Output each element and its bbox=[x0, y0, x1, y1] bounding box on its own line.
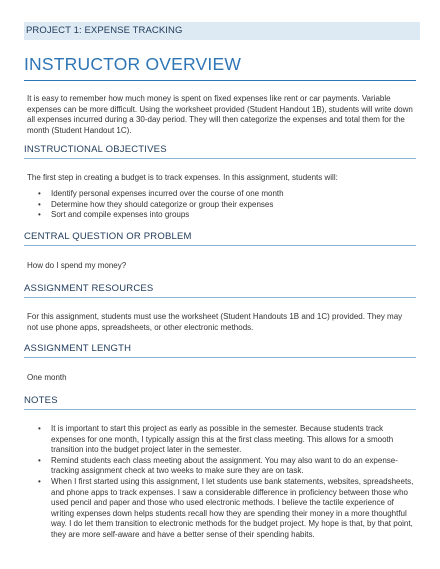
objectives-lead: The first step in creating a budget is to track expenses. In this assignment, students will: bbox=[27, 173, 338, 182]
bullet-icon: • bbox=[38, 455, 41, 465]
page-title: INSTRUCTOR OVERVIEW bbox=[24, 54, 242, 74]
bullet-icon: • bbox=[38, 424, 41, 433]
length-text: One month bbox=[27, 373, 67, 382]
central-question-text: How do I spend my money? bbox=[27, 261, 127, 270]
project-label: PROJECT 1: EXPENSE TRACKING bbox=[24, 22, 420, 40]
objectives-heading: INSTRUCTIONAL OBJECTIVES bbox=[24, 143, 416, 159]
bullet-icon: • bbox=[38, 189, 41, 198]
notes-heading: NOTES bbox=[24, 394, 416, 410]
resources-heading: ASSIGNMENT RESOURCES bbox=[24, 282, 416, 298]
list-item: • Sort and compile expenses into groups bbox=[38, 210, 190, 220]
resources-text: For this assignment, students must use the worksheet (Student Handouts 1B and 1C) provided. They may not use phone apps, spreadsheets, or other electronic methods. bbox=[27, 312, 403, 332]
list-item: • Determine how they should categorize or group their expenses bbox=[38, 199, 274, 209]
list-item: • Remind students each class meeting about the assignment. You may also want to do an expense-tracking assignment check at two weeks to make sure they are on task. bbox=[38, 455, 398, 476]
notes-list bbox=[38, 424, 414, 541]
list-item: • When I first started using this assignment, I let students use bank statements, websites, spreadsheets, and phone apps to track expenses. I saw a considerable difference in proficiency between those who used pencil and paper and those who used electronic methods. I believe the tactile experience of writing expenses down helps students recall how they are spending their money in a more thoughtful way. I do let them transition to electronic methods for the budget project. My hope is that, by that point, they are more self-aware and have a better sense of their spending habits. bbox=[38, 476, 414, 539]
list-item: • Identify personal expenses incurred over the course of one month bbox=[38, 189, 284, 198]
bullet-icon: • bbox=[38, 210, 41, 220]
central-question-heading: CENTRAL QUESTION OR PROBLEM bbox=[24, 230, 416, 246]
title-divider bbox=[24, 80, 416, 81]
bullet-icon: • bbox=[38, 476, 41, 486]
intro-paragraph: It is easy to remember how much money is spent on fixed expenses like rent or car payments. Variable expenses can be more difficult. Using the worksheet provided (Student Handout 1B), students will write down all expenses incurred during a 30-day period. They will then categorize the expenses and total them for the month (Student Handout 1C). bbox=[27, 94, 413, 135]
objectives-list bbox=[38, 189, 414, 221]
length-heading: ASSIGNMENT LENGTH bbox=[24, 342, 416, 358]
bullet-icon: • bbox=[38, 199, 41, 209]
list-item: • It is important to start this project as early as possible in the semester. Because students track expenses for one month, I typically assign this at the first class meeting. This allows for a smooth transition into the budget project later in the semester. bbox=[38, 424, 394, 455]
